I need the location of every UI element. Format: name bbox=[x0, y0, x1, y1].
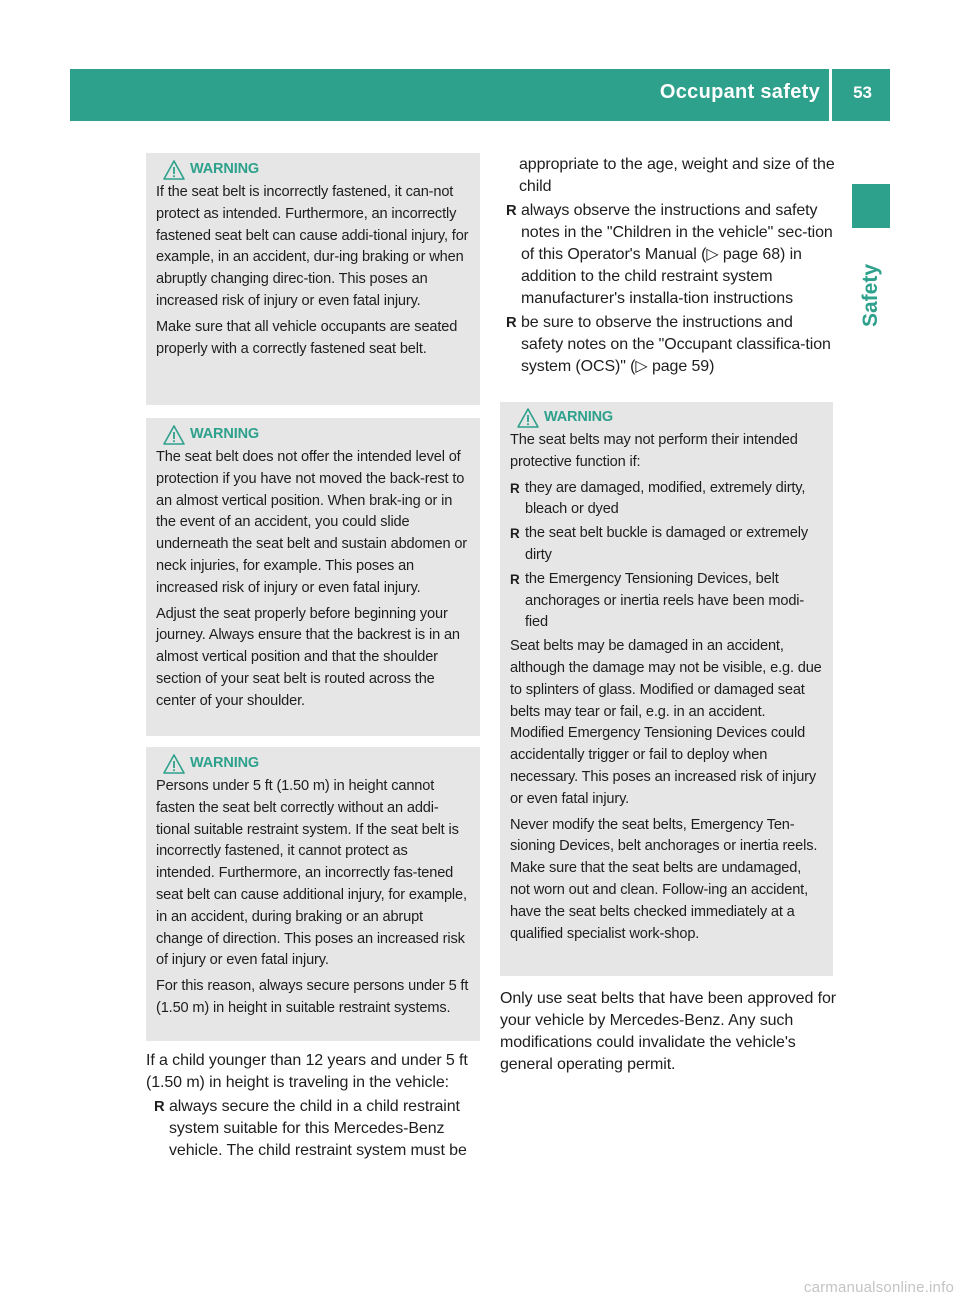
warning-text: The seat belts may not perform their intended protective function if: bbox=[510, 432, 798, 470]
child-safety-list bbox=[154, 1096, 482, 1162]
warning-triangle-icon bbox=[514, 407, 542, 429]
list-item: R they are damaged, modified, extremely dirty, bleach or dyed bbox=[510, 478, 823, 522]
warning-text: For this reason, always secure persons under 5 ft (1.50 m) in height in suitable restraint systems. bbox=[156, 978, 469, 1016]
warning-triangle-icon bbox=[160, 159, 188, 181]
warning-text: Make sure that all vehicle occupants are seated properly with a correctly fastened seat belt. bbox=[156, 318, 458, 357]
warning-header bbox=[156, 753, 470, 775]
list-item: R be sure to observe the instructions and safety notes on the "Occupant classifica-tion system (OCS)" (▷ page 59) bbox=[506, 312, 836, 378]
warning-header bbox=[156, 424, 470, 446]
warning-title: WARNING bbox=[190, 426, 260, 443]
warning-text: Persons under 5 ft (1.50 m) in height cannot fasten the seat belt correctly without an addi-tional suitable restraint system. If the seat belt is incorrectly fastened, it cannot protect as intended. Furthermore, an incorrectly fas-tened seat belt can cause additional injury, for example, in an accident, during braking or an abrupt change of direction. This poses an increased risk of injury or even fatal injury. bbox=[156, 778, 467, 969]
header-bar bbox=[70, 69, 890, 121]
warning-text: Never modify the seat belts, Emergency Ten-sioning Devices, belt anchorages or inertia reels. Make sure that the seat belts are undamaged, not worn out and clean. Follow-ing an accident, have the seat belts checked immediately at a qualified specialist work-shop. bbox=[510, 816, 818, 942]
page-number: 53 bbox=[853, 83, 872, 102]
intro-paragraph: If a child younger than 12 years and under 5 ft (1.50 m) in height is traveling in the vehicle: bbox=[146, 1052, 468, 1091]
warning-conditions-list bbox=[510, 478, 823, 635]
list-item: R always observe the instructions and safety notes in the "Children in the vehicle" sec-tion of this Operator's Manual (▷ page 68) in addition to the child restraint system manufacturer's installa-tion instructions bbox=[506, 200, 836, 310]
closing-paragraph: Only use seat belts that have been approved for your vehicle by Mercedes-Benz. Any such modifications could invalidate the vehicle's general operating permit. bbox=[500, 990, 836, 1073]
warning-text: If the seat belt is incorrectly fastened, it can-not protect as intended. Furthermore, an incorrectly fastened seat belt can cause addi-tional injury, for example, in an accident, dur-ing braking or when abruptly changing direc-tion. This poses an increased risk of injury or even fatal injury. bbox=[156, 184, 469, 309]
warning-title: WARNING bbox=[190, 755, 260, 772]
section-title: Occupant safety bbox=[659, 81, 820, 103]
warning-triangle-icon bbox=[160, 753, 188, 775]
list-item: R the seat belt buckle is damaged or extremely dirty bbox=[510, 523, 823, 567]
warning-text: Adjust the seat properly before beginning your journey. Always ensure that the backrest is in an almost vertical position and that the shoulder section of your seat belt is routed across the center of your shoulder. bbox=[156, 605, 460, 709]
warning-title: WARNING bbox=[544, 409, 614, 426]
body-text-left bbox=[146, 1050, 482, 1162]
child-safety-list-cont bbox=[506, 200, 836, 378]
warning-box bbox=[146, 747, 480, 1041]
warning-header bbox=[510, 407, 823, 429]
warning-header bbox=[156, 159, 470, 181]
header-divider bbox=[829, 69, 832, 121]
side-tab-label: Safety bbox=[859, 263, 882, 327]
warning-box bbox=[146, 153, 480, 405]
body-text-right bbox=[506, 154, 836, 378]
warning-text: Seat belts may be damaged in an accident, although the damage may not be visible, e.g. due to splinters of glass. Modified or damaged seat belts may tear or fail, e.g. in an accident. Modified Emergency Tensioning Devices could accidentally trigger or fail to deploy when necessary. This poses an increased risk of injury or even fatal injury. bbox=[510, 638, 822, 807]
continuation-text: appropriate to the age, weight and size of the child bbox=[519, 156, 835, 195]
warning-box bbox=[146, 418, 480, 736]
list-item: R always secure the child in a child restraint system suitable for this Mercedes-Benz vehicle. The child restraint system must be bbox=[154, 1096, 482, 1162]
warning-box bbox=[500, 402, 833, 976]
warning-title: WARNING bbox=[190, 161, 260, 178]
list-item: R the Emergency Tensioning Devices, belt anchorages or inertia reels have been modi-fied bbox=[510, 569, 823, 634]
watermark: carmanualsonline.info bbox=[803, 1279, 954, 1296]
warning-triangle-icon bbox=[160, 424, 188, 446]
warning-text: The seat belt does not offer the intended level of protection if you have not moved the back-rest to an almost vertical position. When brak-ing or in the event of an accident, you could slide underneath the seat belt and sustain abdomen or neck injuries, for example. This poses an increased risk of injury or even fatal injury. bbox=[156, 449, 467, 596]
side-tab-marker bbox=[852, 184, 890, 228]
